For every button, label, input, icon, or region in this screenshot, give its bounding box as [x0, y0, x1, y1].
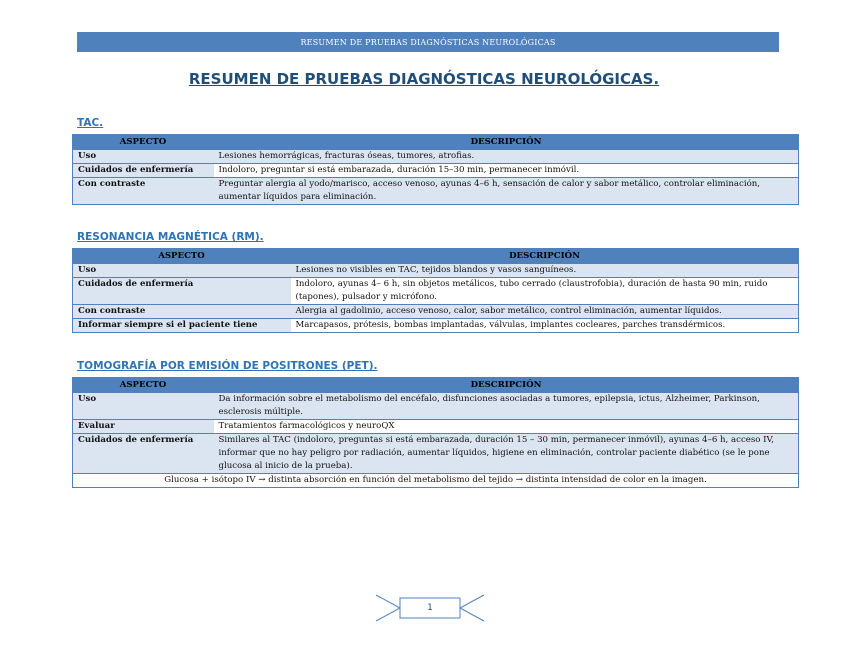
table-row [73, 305, 799, 319]
table-row [73, 319, 799, 333]
table-footer-note: Glucosa + isótopo IV → distinta absorción en función del metabolismo del tejido → distinta intensidad de color en la imagen. [73, 474, 799, 488]
row-description: Indoloro, preguntar si está embarazada, duración 15–30 min, permanecer inmóvil. [214, 164, 799, 178]
table-row [73, 178, 799, 205]
table-row [73, 150, 799, 164]
table-row [73, 420, 799, 434]
running-header-text: RESUMEN DE PRUEBAS DIAGNÓSTICAS NEUROLÓGICAS [300, 37, 556, 47]
row-description: Preguntar alergia al yodo/marisco, acceso venoso, ayunas 4–6 h, sensación de calor y sabor metálico, controlar eliminación, aumentar líquidos para eliminación. [214, 178, 799, 205]
column-header-description: DESCRIPCIÓN [214, 378, 799, 393]
table-row [73, 474, 799, 488]
row-aspect: Con contraste [73, 178, 214, 205]
table-row [73, 264, 799, 278]
section-heading-pet: TOMOGRAFÍA POR EMISIÓN DE POSITRONES (PET). [77, 360, 378, 372]
row-aspect: Evaluar [73, 420, 214, 434]
row-aspect: Uso [73, 393, 214, 420]
row-description: Indoloro, ayunas 4– 6 h, sin objetos metálicos, tubo cerrado (claustrofobia), duración de hasta 90 min, ruido (tapones), pulsador y micrófono. [291, 278, 799, 305]
table-rm [72, 248, 799, 333]
column-header-aspect: ASPECTO [73, 378, 214, 393]
table-row [73, 393, 799, 420]
column-header-aspect: ASPECTO [73, 135, 214, 150]
row-aspect: Cuidados de enfermería [73, 434, 214, 474]
page-number-ornament [374, 593, 486, 623]
row-aspect: Con contraste [73, 305, 291, 319]
row-description: Tratamientos farmacológicos y neuroQX [214, 420, 799, 434]
row-aspect: Informar siempre si el paciente tiene [73, 319, 291, 333]
document-title: RESUMEN DE PRUEBAS DIAGNÓSTICAS NEUROLÓGICAS. [188, 70, 660, 88]
table-pet [72, 377, 799, 488]
row-aspect: Uso [73, 150, 214, 164]
table-tac [72, 134, 799, 205]
section-heading-rm: RESONANCIA MAGNÉTICA (RM). [77, 231, 264, 243]
column-header-description: DESCRIPCIÓN [214, 135, 799, 150]
row-description: Alergia al gadolinio, acceso venoso, calor, sabor metálico, control eliminación, aumentar líquidos. [291, 305, 799, 319]
row-aspect: Uso [73, 264, 291, 278]
table-row [73, 278, 799, 305]
section-heading-tac: TAC. [77, 117, 104, 129]
page-number: 1 [427, 603, 433, 613]
row-description: Lesiones hemorrágicas, fracturas óseas, tumores, atrofias. [214, 150, 799, 164]
table-row [73, 434, 799, 474]
row-aspect: Cuidados de enfermería [73, 164, 214, 178]
running-header [77, 32, 779, 52]
row-description: Similares al TAC (indoloro, preguntas si está embarazada, duración 15 – 30 min, permanecer inmóvil), ayunas 4–6 h, acceso IV, informar que no hay peligro por radiación, aumentar líquidos, higiene en eliminación, controlar paciente diabético (se le pone glucosa al inicio de la prueba). [214, 434, 799, 474]
row-description: Lesiones no visibles en TAC, tejidos blandos y vasos sanguíneos. [291, 264, 799, 278]
row-description: Da información sobre el metabolismo del encéfalo, disfunciones asociadas a tumores, epilepsia, ictus, Alzheimer, Parkinson, esclerosis múltiple. [214, 393, 799, 420]
row-aspect: Cuidados de enfermería [73, 278, 291, 305]
table-row [73, 164, 799, 178]
row-description: Marcapasos, prótesis, bombas implantadas, válvulas, implantes cocleares, parches transdérmicos. [291, 319, 799, 333]
column-header-description: DESCRIPCIÓN [291, 249, 799, 264]
column-header-aspect: ASPECTO [73, 249, 291, 264]
